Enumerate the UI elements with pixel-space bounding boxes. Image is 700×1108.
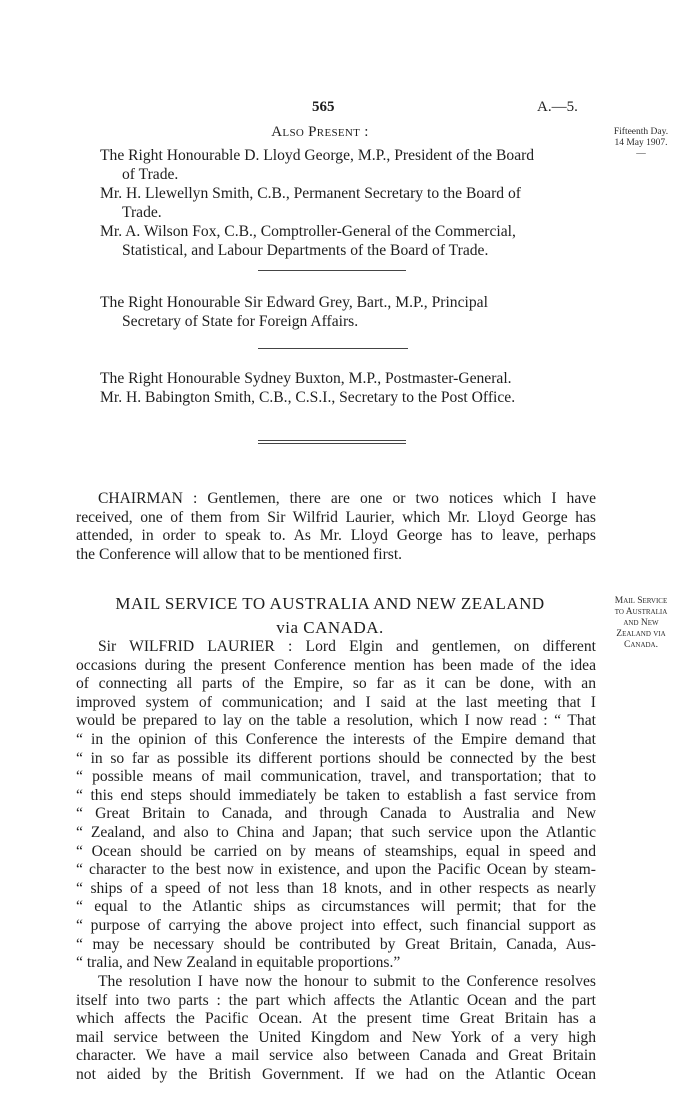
attendee-line: Mr. H. Babington Smith, C.B., C.S.I., Secretary to the Post Office.: [100, 389, 516, 406]
margin-note-dash: —: [636, 149, 646, 159]
paragraph-line: which affects the Pacific Ocean. At the present time Great Britain has a: [76, 1010, 596, 1028]
attendee-line: Mr. A. Wilson Fox, C.B., Comptroller-General of the Commercial,: [100, 223, 516, 240]
divider-rule: [258, 348, 408, 349]
attendee-line: Secretary of State for Foreign Affairs.: [122, 313, 359, 330]
paragraph-line: “ possible means of mail communication, travel, and transportation; that to: [76, 768, 596, 786]
margin-note-line: to Australia: [614, 607, 668, 617]
divider-double-rule-bottom: [258, 443, 406, 444]
paragraph-line: “ tralia, and New Zealand in equitable proportions.”: [76, 954, 401, 972]
document-reference: A.—5.: [537, 99, 578, 115]
attendee-entry: [100, 184, 590, 222]
laurier-speech-paragraph: [76, 638, 596, 973]
paragraph-line: The resolution I have now the honour to submit to the Conference resolves: [98, 973, 596, 990]
paragraph-line: character. We have a mail service also between Canada and Great Britain: [76, 1047, 596, 1065]
paragraph-line: Sir WILFRID LAURIER : Lord Elgin and gentlemen, on different: [98, 638, 596, 655]
paragraph-line: the Conference will allow that to be mentioned first.: [76, 545, 403, 563]
paragraph-line: “ Great Britain to Canada, and through Canada to Australia and New: [76, 805, 596, 823]
paragraph-line: “ character to the best now in existence, and upon the Pacific Ocean by steam-: [76, 861, 596, 879]
margin-note-line: and New: [623, 618, 659, 628]
attendee-line: The Right Honourable Sydney Buxton, M.P., Postmaster-General.: [100, 370, 512, 387]
attendee-line: Trade.: [122, 204, 162, 221]
paragraph-line: improved system of communication; and I said at the last meeting that I: [76, 693, 596, 711]
attendee-entry: [100, 388, 590, 407]
attendee-line: The Right Honourable Sir Edward Grey, Bart., M.P., Principal: [100, 294, 488, 311]
section-title: [100, 592, 560, 640]
margin-note-section: [604, 596, 678, 651]
paragraph-line: CHAIRMAN : Gentlemen, there are one or two notices which I have: [98, 490, 596, 507]
attendee-entry: [100, 293, 590, 331]
paragraph-line: “ in the opinion of this Conference the interests of the Empire demand that: [76, 730, 596, 748]
paragraph-line: “ equal to the Atlantic ships as circumstances will permit; that for the: [76, 898, 596, 916]
paragraph-line: “ purpose of carrying the above project into effect, such financial support as: [76, 916, 596, 934]
divider-double-rule-top: [258, 440, 406, 441]
paragraph-line: “ may be necessary should be contributed by Great Britain, Canada, Aus-: [76, 935, 596, 953]
page-number: 565: [312, 99, 335, 115]
attendee-line: Statistical, and Labour Departments of the Board of Trade.: [122, 242, 489, 259]
paragraph-line: itself into two parts : the part which affects the Atlantic Ocean and the part: [76, 991, 596, 1009]
divider-rule: [258, 270, 406, 271]
paragraph-line: “ Zealand, and also to China and Japan; that such service upon the Atlantic: [76, 823, 596, 841]
attendee-entry: [100, 222, 590, 260]
attendee-list-board-of-trade: [100, 146, 590, 260]
attendee-line: of Trade.: [122, 166, 179, 183]
margin-note-day: Fifteenth Day.: [613, 127, 669, 137]
paragraph-line: would be prepared to lay on the table a resolution, which I now read : “ That: [76, 712, 596, 730]
margin-note-line: Mail Service: [614, 596, 668, 606]
paragraph-line: “ in so far as possible its different portions should be connected by the best: [76, 749, 596, 767]
attendee-list-post-office: [100, 369, 590, 407]
attendee-line: The Right Honourable D. Lloyd George, M.P., President of the Board: [100, 147, 535, 164]
paragraph-line: not aided by the British Government. If we had on the Atlantic Ocean: [76, 1065, 596, 1083]
paragraph-line: “ this end steps should immediately be taken to establish a fast service from: [76, 786, 596, 804]
paragraph-line: occasions during the present Conference mention has been made of the idea: [76, 656, 596, 674]
paragraph-line: received, one of them from Sir Wilfrid Laurier, which Mr. Lloyd George has: [76, 508, 596, 526]
attendee-list-foreign-office: [100, 293, 590, 331]
attendee-line: Mr. H. Llewellyn Smith, C.B., Permanent Secretary to the Board of: [100, 185, 521, 202]
paragraph-line: mail service between the United Kingdom and New York of a very high: [76, 1028, 596, 1046]
attendee-entry: [100, 369, 590, 388]
paragraph-line: “ Ocean should be carried on by means of steamships, equal in speed and: [76, 842, 596, 860]
margin-note-line: Zealand via: [616, 629, 666, 639]
paragraph-line: attended, in order to speak to. As Mr. Lloyd George has to leave, perhaps: [76, 527, 596, 545]
attendee-entry: [100, 146, 590, 184]
paragraph-line: “ ships of a speed of not less than 18 knots, and in other respects as nearly: [76, 879, 596, 897]
resolution-paragraph: [76, 973, 596, 1085]
also-present-heading: Also Present :: [271, 124, 369, 140]
margin-note-date-line: 14 May 1907.: [614, 138, 668, 148]
paragraph-line: of connecting all parts of the Empire, so far as it can be done, with an: [76, 675, 596, 693]
margin-note-line: Canada.: [624, 640, 658, 650]
section-title-line: MAIL SERVICE TO AUSTRALIA AND NEW ZEALAND: [115, 594, 545, 613]
section-title-line: via CANADA.: [276, 618, 384, 637]
chairman-paragraph: [76, 490, 596, 564]
